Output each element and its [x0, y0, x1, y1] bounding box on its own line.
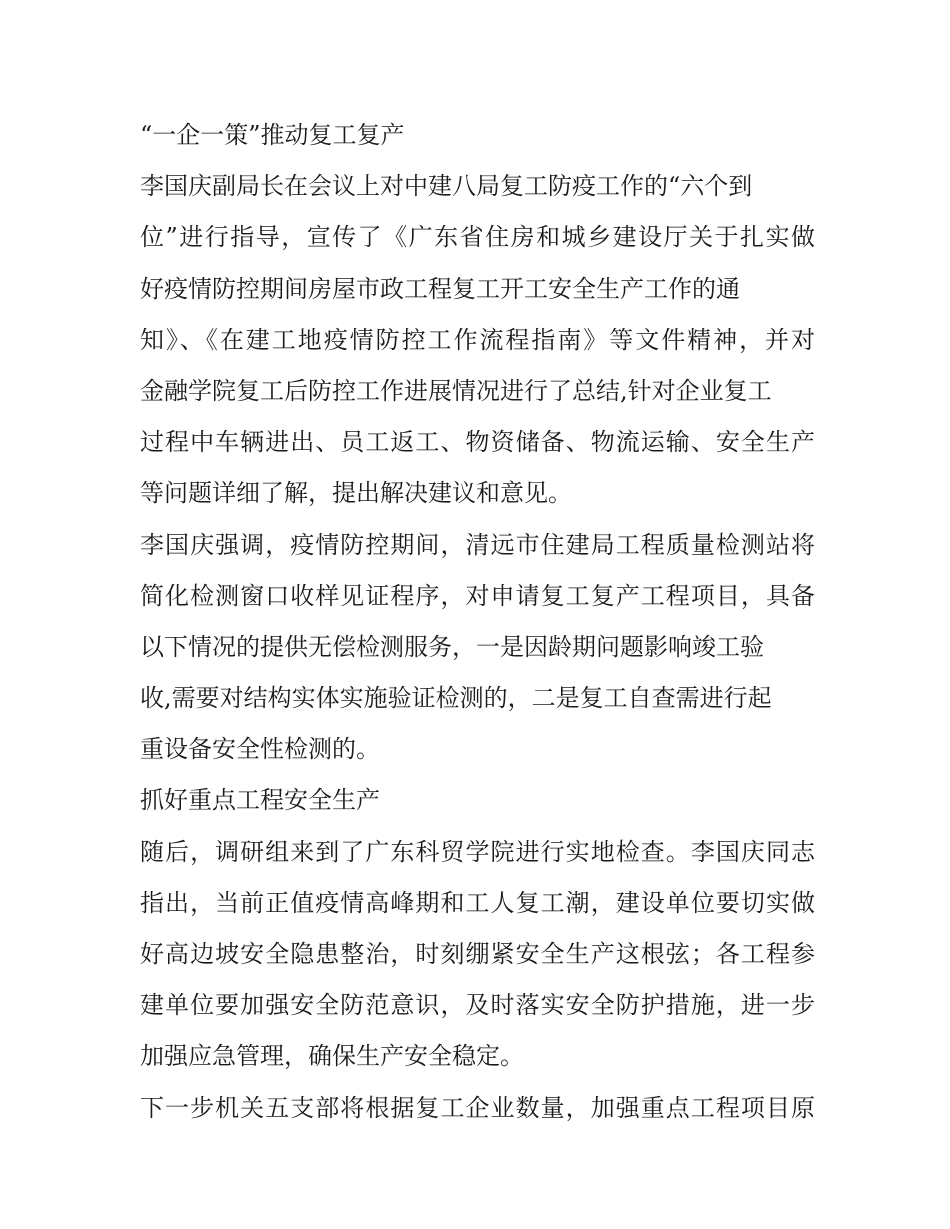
text-line: 等问题详细了解，提出解决建议和意见。	[140, 479, 572, 508]
text-line: 好高边坡安全隐患整治，时刻绷紧安全生产这根弦；各工程参	[140, 940, 815, 968]
text-line: 位”进行指导，宣传了《广东省住房和城乡建设厅关于扎实做	[140, 223, 815, 252]
text-line: 下一步机关五支部将根据复工企业数量，加强重点工程项目原	[140, 1093, 815, 1122]
text-line: 知》、《在建工地疫情防控工作流程指南》等文件精神，并对	[140, 325, 815, 354]
text-line: 收,需要对结构实体实施验证检测的，二是复工自查需进行起	[140, 684, 772, 713]
text-line: 随后，调研组来到了广东科贸学院进行实地检查。李国庆同志	[140, 837, 815, 866]
text-line: 李国庆强调，疫情防控期间，清远市住建局工程质量检测站将	[140, 530, 815, 559]
text-line: 以下情况的提供无偿检测服务，一是因龄期问题影响竣工验	[140, 632, 764, 661]
text-line: “一企一策”推动复工复产	[140, 121, 405, 149]
text-line: 抓好重点工程安全生产	[140, 786, 380, 815]
text-line: 李国庆副局长在会议上对中建八局复工防疫工作的“六个到	[140, 172, 753, 201]
text-line: 加强应急管理，确保生产安全稳定。	[140, 1042, 524, 1071]
document-body	[140, 110, 815, 1134]
text-line: 指出，当前正值疫情高峰期和工人复工潮，建设单位要切实做	[140, 888, 815, 917]
text-line: 过程中车辆进出、员工返工、物资储备、物流运输、安全生产	[140, 428, 815, 457]
text-line: 金融学院复工后防控工作进展情况进行了总结,针对企业复工	[140, 376, 772, 405]
text-line: 重设备安全性检测的。	[140, 735, 380, 764]
text-line: 简化检测窗口收样见证程序，对申请复工复产工程项目，具备	[140, 581, 815, 610]
text-line: 好疫情防控期间房屋市政工程复工开工安全生产工作的通	[140, 274, 740, 303]
text-line: 建单位要加强安全防范意识，及时落实安全防护措施，进一步	[140, 991, 815, 1020]
